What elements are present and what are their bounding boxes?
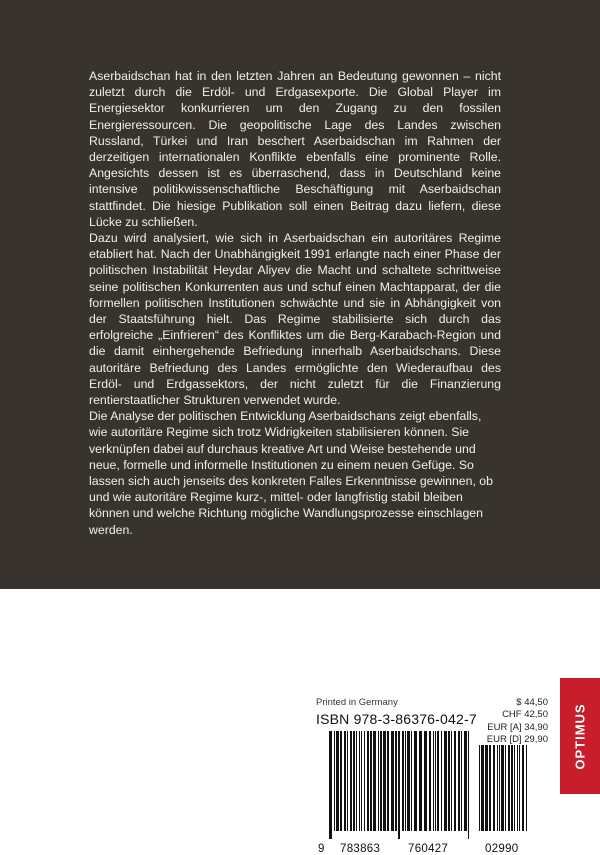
barcode-bar — [508, 745, 510, 831]
back-cover-blurb — [89, 68, 501, 538]
barcode-bar — [433, 731, 434, 831]
barcode-bar — [489, 745, 491, 831]
barcode-bar — [336, 731, 339, 831]
barcode-digits-right: 760427 — [408, 843, 449, 855]
barcode-bar — [344, 731, 346, 831]
barcode-bar — [451, 731, 452, 831]
publisher-logo-tab — [560, 678, 600, 794]
barcode-bar — [444, 731, 447, 831]
barcode-bar — [387, 731, 389, 831]
barcode-bar — [356, 731, 357, 831]
barcode-bar — [485, 745, 488, 831]
price-eur-d: EUR [D] 29,90 — [486, 733, 548, 745]
barcode-bar — [441, 731, 442, 831]
barcode-digit-first: 9 — [318, 843, 325, 855]
barcode-bar — [517, 745, 518, 831]
barcode-bar — [501, 745, 504, 831]
barcode-bar — [407, 731, 410, 831]
isbn-text: ISBN 978-3-86376-042-7 — [316, 711, 477, 727]
barcode-bar — [468, 731, 469, 839]
barcode-bar — [347, 731, 348, 831]
barcode-bar — [522, 745, 524, 831]
barcode-digits-left: 783863 — [340, 843, 381, 855]
barcode-bar — [340, 731, 342, 831]
barcode-bar — [454, 731, 456, 831]
ean13-barcode — [329, 731, 469, 839]
price-chf: CHF 42,50 — [502, 709, 548, 721]
barcode-bar — [405, 731, 406, 831]
barcode-bar — [353, 731, 355, 831]
barcode-bar — [378, 731, 379, 831]
printed-in-label: Printed in Germany — [316, 697, 398, 708]
barcode-bar — [497, 745, 498, 831]
blurb-paragraph-3: Die Analyse der politischen Entwicklung Aserbaidschans zeigt ebenfalls, wie autoritäre Regime sich trotz Widrigkeiten stabilisieren können. Sie verknüpfen dabei auf durchaus kreative Art und Weise bestehende und neue, formelle und informelle Institutionen zu einem neuen Gefüge. So lassen sich auch jenseits des konkreten Falles Erkenntnisse gewinnen, ob und wie autoritäre Regime kurz-, mittel- oder langfristig stabil bleiben können und welche Richtung mögliche Wandlungsprozesse einschlagen werden. — [89, 409, 493, 537]
blurb-paragraph-2: Dazu wird analysiert, wie sich in Aserbaidschan ein autoritäres Regime etabliert hat. Nach der Unabhängigkeit 1991 erlangte nach einer Phase der politischen Instabilität Heydar Aliyev die Macht und schaltete schrittweise seine politischen Konkurrenten aus und schuf einen Machtapparat, der die formellen politischen Institutionen schwächte und sie in Abhängigkeit von der Staatsführung hielt. Das Regime stabilisierte sich durch das erfolgreiche „Einfrieren“ des Konfliktes um die Berg-Karabach-Region und die damit einhergehende Befriedung innerhalb Aserbaidschans. Diese autoritäre Befriedung des Landes ermöglichte den Wiederaufbau des Erdöl- und Erdgassektors, der nicht zuletzt für die Finanzierung rentierstaatlicher Strukturen verwendet wurde. — [89, 231, 501, 408]
barcode-bar — [461, 731, 462, 831]
barcode-bar — [359, 731, 360, 831]
price-addon-barcode — [479, 745, 527, 839]
barcode-bar — [435, 731, 436, 831]
barcode-bar — [364, 731, 365, 831]
barcode-bar — [519, 745, 520, 831]
price-eur-a: EUR [A] 34,90 — [487, 721, 548, 733]
barcode-bar — [505, 745, 506, 831]
barcode-bar — [350, 731, 352, 831]
barcode-bar — [511, 745, 513, 831]
barcode-bar — [514, 745, 515, 831]
barcode-bar — [402, 731, 404, 831]
barcode-bar — [398, 731, 400, 839]
barcode-bar — [464, 731, 467, 831]
barcode-bar — [429, 731, 431, 831]
barcode-bar — [391, 731, 394, 831]
blurb-paragraph-1: Aserbaidschan hat in den letzten Jahren an Bedeutung gewonnen – nicht zuletzt durch die Erdöl- und Erdgasexporte. Die Global Player im Energiesektor konkurrieren um den Zugang zu den fossilen Energieressourcen. Die geopolitische Lage des Landes zwischen Russland, Türkei und Iran beschert Aserbaidschan im Rahmen der derzeitigen internationalen Konflikte ebenfalls eine prominente Rolle. Angesichts dessen ist es überraschend, dass in Deutschland keine intensive politikwissenschaftliche Beschäftigung mit Aserbaidschan stattfindet. Die hiesige Publikation soll einen Beitrag dazu liefern, diese Lücke zu schließen. — [89, 69, 501, 229]
barcode-digits-addon: 02990 — [485, 843, 519, 855]
barcode-bar — [370, 731, 372, 831]
barcode-bar — [458, 731, 460, 831]
barcode-bar — [499, 745, 500, 831]
barcode-bar — [373, 731, 376, 831]
barcode-bar — [361, 731, 362, 831]
publisher-name: OPTIMUS — [572, 702, 588, 770]
price-usd: $ 44,50 — [516, 697, 548, 708]
price-list — [468, 697, 548, 746]
barcode-bar — [419, 731, 422, 831]
barcode-bar — [383, 731, 386, 831]
barcode-bar — [380, 731, 382, 831]
barcode-bar — [329, 731, 332, 839]
barcode-bar — [481, 745, 484, 831]
barcode-bar — [414, 731, 417, 831]
barcode-bar — [395, 731, 397, 831]
barcode-bar — [526, 745, 527, 831]
barcode-bar — [479, 745, 480, 831]
barcode-bar — [493, 745, 495, 831]
barcode-bar — [334, 731, 335, 831]
barcode-bar — [437, 731, 439, 831]
barcode-bar — [448, 731, 450, 831]
barcode-bar — [411, 731, 412, 831]
barcode-bar — [367, 731, 369, 831]
barcode-bar — [424, 731, 427, 831]
